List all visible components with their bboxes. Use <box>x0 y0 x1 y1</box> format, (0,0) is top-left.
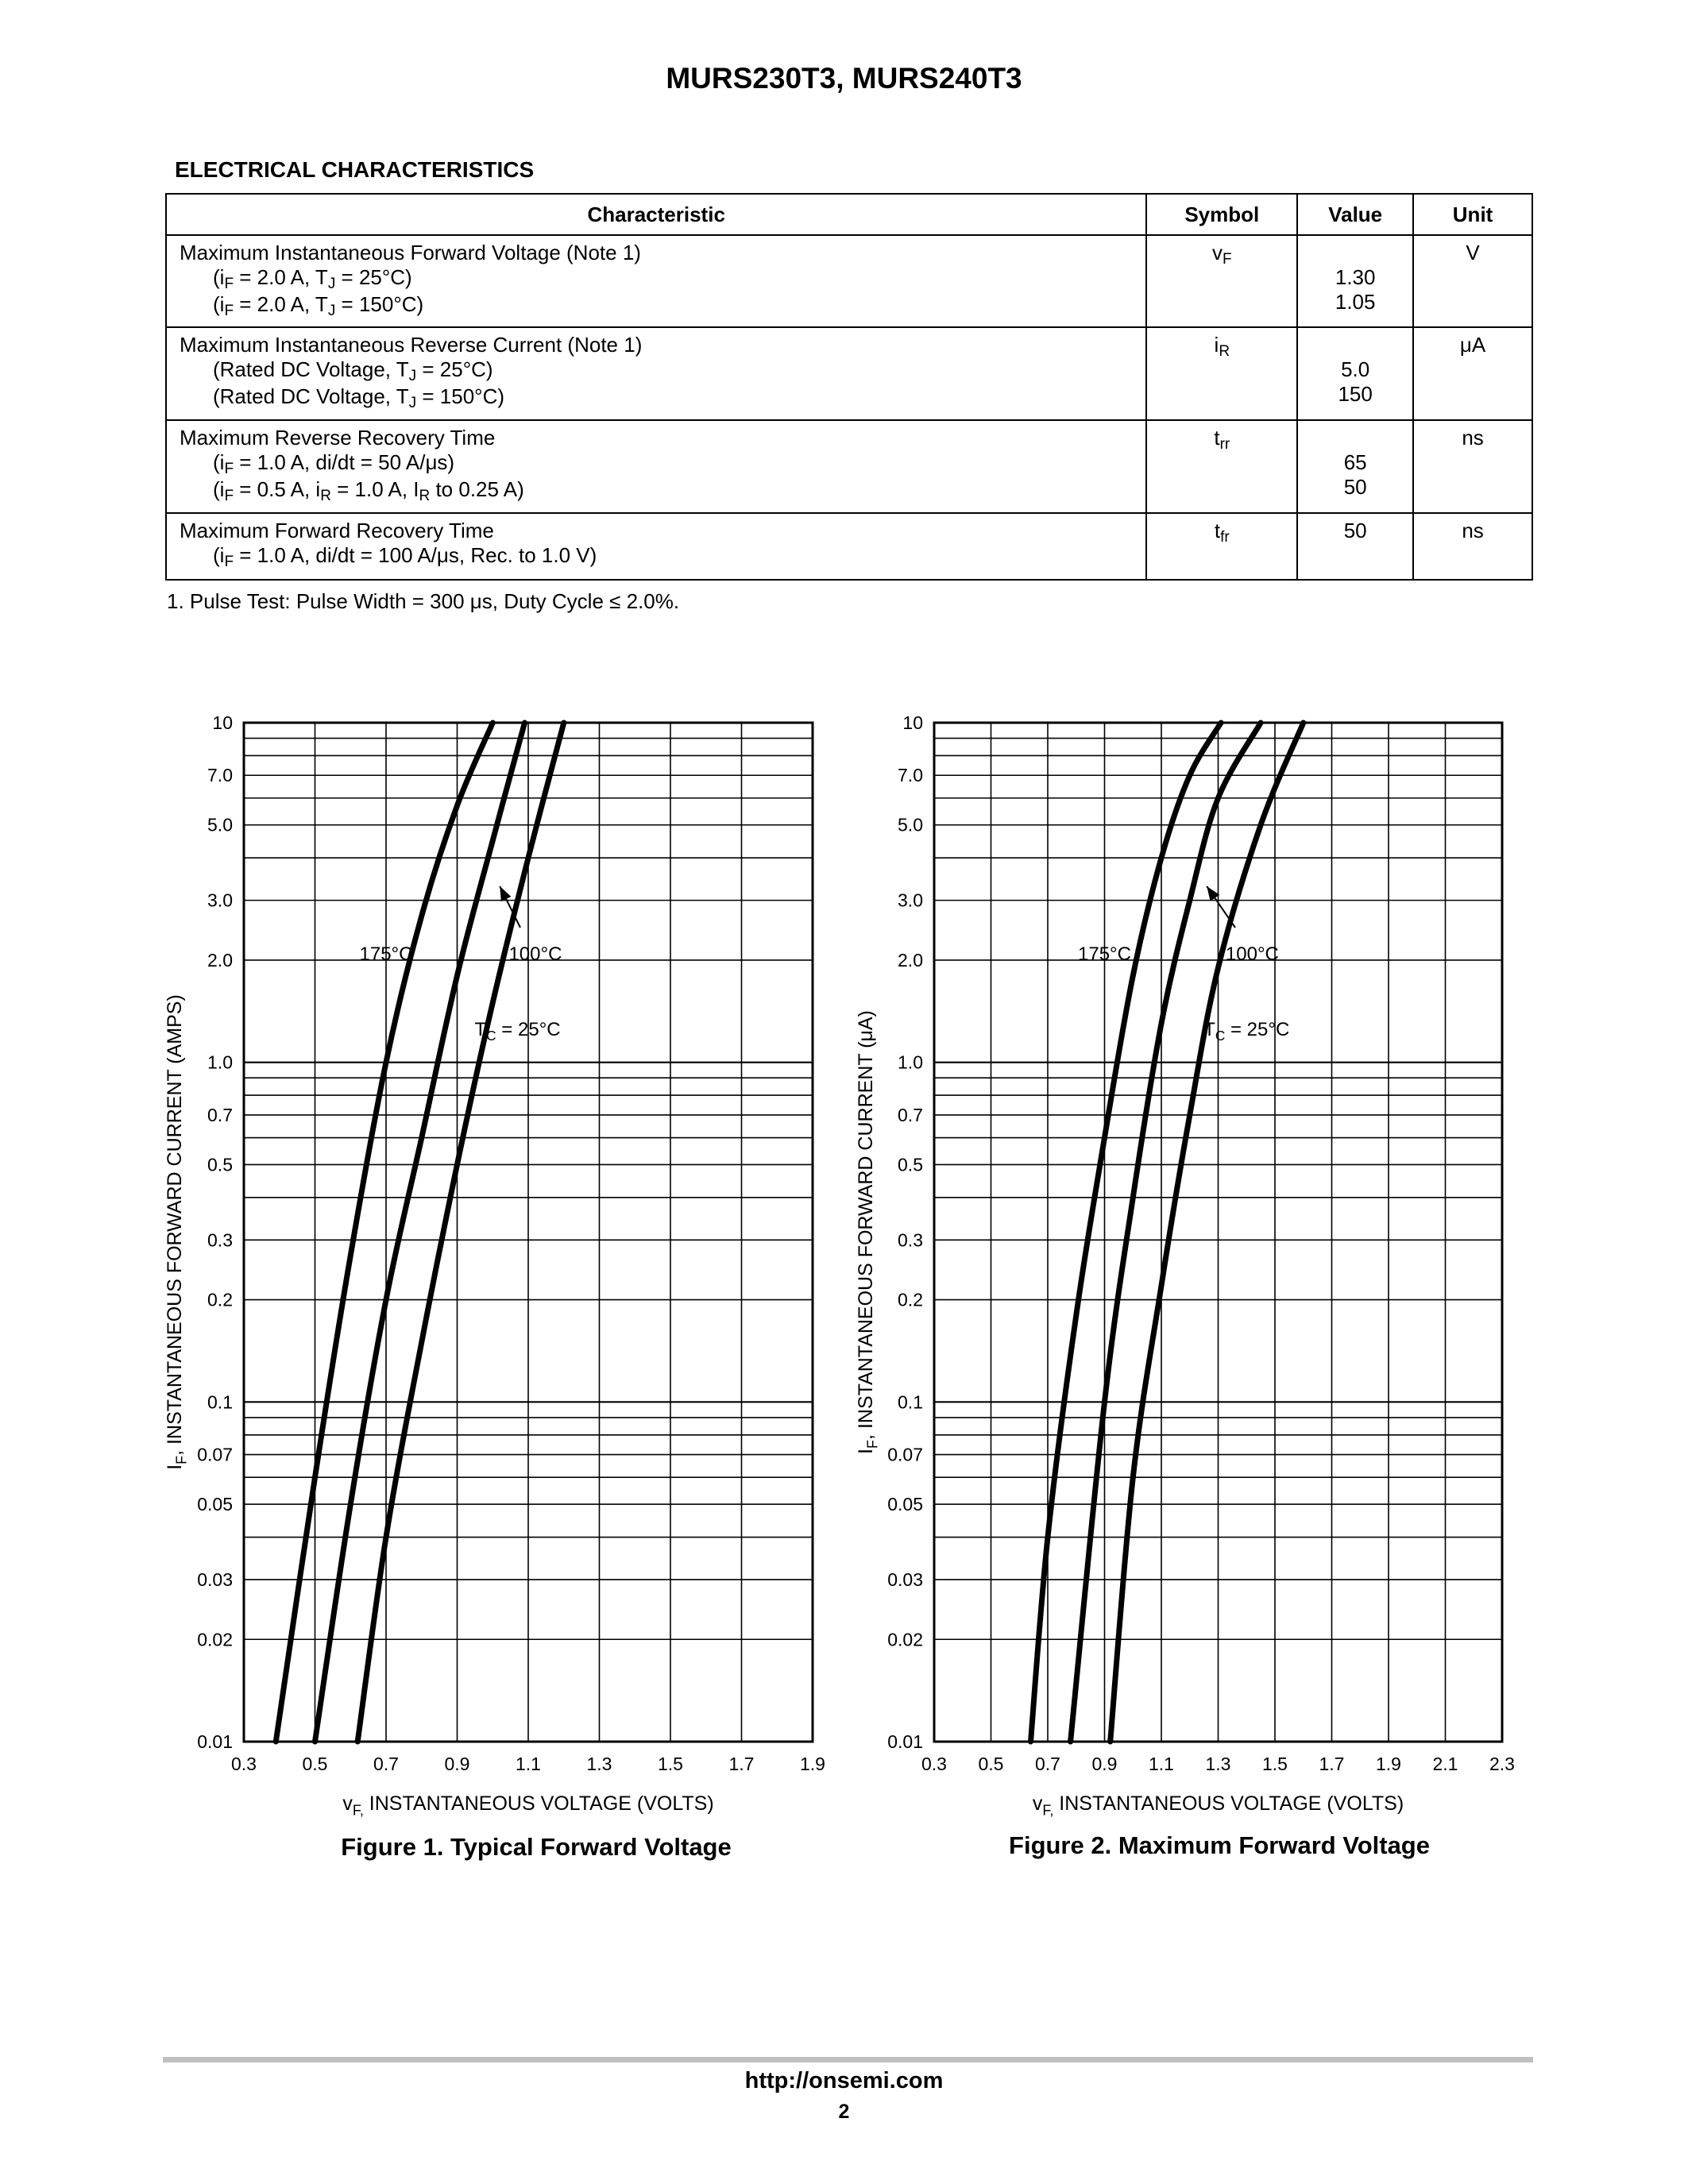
figure2-caption: Figure 2. Maximum Forward Voltage <box>1009 1831 1430 1859</box>
y-tick-label: 3.0 <box>207 889 233 911</box>
unit-cell: ns <box>1413 513 1532 580</box>
y-tick-label: 0.01 <box>887 1731 923 1752</box>
x-tick-label: 2.3 <box>1489 1754 1515 1774</box>
x-tick-label: 1.7 <box>728 1754 755 1774</box>
footer-divider <box>163 2057 1533 2062</box>
value: 50 <box>1343 475 1367 499</box>
footnote: 1. Pulse Test: Pulse Width = 300 μs, Duty Cycle ≤ 2.0%. <box>167 589 680 613</box>
x-tick-label: 1.5 <box>658 1754 683 1774</box>
y-tick-label: 0.7 <box>898 1104 923 1125</box>
x-tick-label: 0.3 <box>921 1754 947 1774</box>
condition: (Rated DC Voltage, TJ = 25°C) <box>213 357 493 384</box>
x-tick-label: 0.9 <box>444 1754 470 1774</box>
y-tick-label: 1.0 <box>207 1051 233 1073</box>
condition: (iF = 2.0 A, TJ = 25°C) <box>213 265 412 292</box>
y-tick-label: 5.0 <box>207 814 233 835</box>
y-tick-label: 10 <box>902 712 923 733</box>
x-tick-label: 1.1 <box>516 1754 541 1774</box>
y-tick-label: 0.1 <box>898 1391 923 1413</box>
x-tick-label: 0.7 <box>373 1754 399 1774</box>
y-tick-label: 0.05 <box>887 1494 923 1515</box>
x-tick-label: 1.9 <box>800 1754 825 1774</box>
y-tick-label: 10 <box>212 712 233 733</box>
header-value: Value <box>1297 194 1413 235</box>
y-tick-label: 0.7 <box>207 1104 233 1125</box>
value: 50 <box>1343 519 1367 542</box>
x-tick-label: 0.5 <box>302 1754 328 1774</box>
x-tick-label: 0.9 <box>1091 1754 1118 1774</box>
document-title: MURS230T3, MURS240T3 <box>666 62 1022 95</box>
characteristic-name: Maximum Instantaneous Forward Voltage (Note 1) <box>180 241 641 264</box>
unit-cell: μA <box>1413 327 1532 420</box>
x-tick-label: 0.5 <box>978 1754 1004 1774</box>
curve-annotation: 175°C <box>359 943 413 965</box>
curve-annotation: $T_C = 25^\circ C$ <box>1203 1018 1290 1044</box>
symbol-cell: tfr <box>1146 513 1297 580</box>
y-tick-label: 0.03 <box>197 1569 233 1590</box>
condition: (iF = 1.0 A, di/dt = 50 A/μs) <box>213 450 455 477</box>
y-tick-label: 1.0 <box>898 1051 923 1073</box>
y-tick-label: 2.0 <box>898 949 923 970</box>
y-tick-label: 0.07 <box>197 1444 233 1465</box>
header-symbol: Symbol <box>1146 194 1297 235</box>
condition: (iF = 2.0 A, TJ = 150°C) <box>213 292 424 319</box>
curve-annotation: 100°C <box>1225 943 1279 965</box>
y-axis-label: $I_F$, INSTANTANEOUS FORWARD CURRENT (AMPS) <box>164 994 190 1470</box>
value: 5.0 <box>1341 357 1370 381</box>
y-tick-label: 0.03 <box>887 1569 923 1590</box>
curve-annotation: $T_C = 25^\circ C$ <box>474 1018 561 1044</box>
y-tick-label: 0.3 <box>207 1229 233 1251</box>
x-tick-label: 2.1 <box>1432 1754 1458 1774</box>
symbol-cell: iR <box>1146 327 1297 420</box>
y-tick-label: 5.0 <box>898 814 923 835</box>
unit-cell: ns <box>1413 420 1532 513</box>
y-tick-label: 0.3 <box>898 1229 923 1251</box>
symbol-cell: vF <box>1146 235 1297 327</box>
header-characteristic: Characteristic <box>166 194 1146 235</box>
y-tick-label: 0.02 <box>887 1629 923 1650</box>
symbol-cell: trr <box>1146 420 1297 513</box>
x-tick-label: 1.7 <box>1319 1754 1345 1774</box>
x-tick-label: 1.5 <box>1262 1754 1288 1774</box>
y-tick-label: 7.0 <box>898 765 923 786</box>
figure1-caption: Figure 1. Typical Forward Voltage <box>341 1833 732 1861</box>
characteristic-name: Maximum Instantaneous Reverse Current (Note 1) <box>180 333 643 357</box>
section-title: ELECTRICAL CHARACTERISTICS <box>175 157 535 182</box>
x-tick-label: 0.7 <box>1035 1754 1060 1774</box>
condition: (Rated DC Voltage, TJ = 150°C) <box>213 384 504 411</box>
y-tick-label: 0.07 <box>887 1444 923 1465</box>
page-number: 2 <box>838 2101 850 2123</box>
y-tick-label: 0.2 <box>207 1289 233 1310</box>
y-tick-label: 0.01 <box>197 1731 233 1752</box>
characteristic-name: Maximum Forward Recovery Time <box>180 519 494 542</box>
y-tick-label: 0.5 <box>898 1154 923 1175</box>
x-tick-label: 1.9 <box>1376 1754 1401 1774</box>
condition: (iF = 1.0 A, di/dt = 100 A/μs, Rec. to 1.0 V) <box>213 543 597 570</box>
characteristic-name: Maximum Reverse Recovery Time <box>180 426 496 450</box>
x-tick-label: 0.3 <box>231 1754 257 1774</box>
x-tick-label: 1.3 <box>586 1754 612 1774</box>
y-tick-label: 7.0 <box>207 765 233 786</box>
header-unit: Unit <box>1413 194 1532 235</box>
series-curve-100c <box>1071 723 1261 1742</box>
y-tick-label: 0.2 <box>898 1289 923 1310</box>
value: 150 <box>1338 382 1373 406</box>
curve-annotation: 100°C <box>508 943 562 965</box>
value: 1.30 <box>1335 265 1376 289</box>
x-tick-label: 1.1 <box>1149 1754 1174 1774</box>
y-tick-label: 2.0 <box>207 949 233 970</box>
x-tick-label: 1.3 <box>1205 1754 1231 1774</box>
value: 65 <box>1343 450 1367 474</box>
y-tick-label: 0.02 <box>197 1629 233 1650</box>
y-tick-label: 3.0 <box>898 889 923 911</box>
y-axis-label: $I_F$, INSTANTANEOUS FORWARD CURRENT (μA) <box>855 1010 881 1454</box>
x-axis-label: $v_{F,}$ INSTANTANEOUS VOLTAGE (VOLTS) <box>342 1792 714 1819</box>
unit-cell: V <box>1413 235 1532 327</box>
value: 1.05 <box>1335 290 1376 314</box>
y-tick-label: 0.05 <box>197 1494 233 1515</box>
x-axis-label: $v_{F,}$ INSTANTANEOUS VOLTAGE (VOLTS) <box>1032 1792 1404 1819</box>
footer-url: http://onsemi.com <box>744 2068 944 2093</box>
condition: (iF = 0.5 A, iR = 1.0 A, IR to 0.25 A) <box>213 477 524 504</box>
curve-annotation: 175°C <box>1078 943 1131 965</box>
y-tick-label: 0.1 <box>207 1391 233 1413</box>
y-tick-label: 0.5 <box>207 1154 233 1175</box>
